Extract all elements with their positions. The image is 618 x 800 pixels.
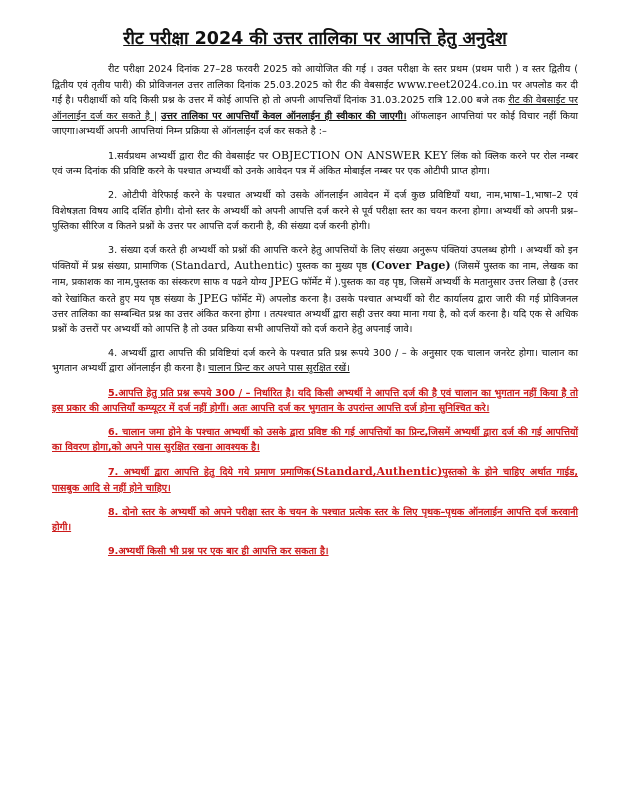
point-1 [52,148,578,179]
point-7-standard: (Standard,Authentic) [311,465,443,479]
point-7-text-a: 7. अभ्यर्थी द्वारा आपत्ति हेतु दिये गये प्रमाण प्रमाणिक [108,467,312,479]
intro-text-3: ऑफलाइन आपत्तियां पर कोई विचार नहीं किया जाएगा।अभ्यर्थी अपनी आपत्तियां निम्न प्रक्रिया से ऑनलाईन दर्ज कर सकते है :– [52,110,578,137]
point-3-text-c: पुस्तक का मुख्य पृष्ठ [292,261,371,273]
point-1-text-a: 1.सर्वप्रथम अभ्यर्थी द्वारा रीट की वेबसाईट पर [108,151,272,163]
point-3-jpeg-1: JPEG [269,275,299,289]
point-3 [52,243,578,337]
page-title: रीट परीक्षा 2024 की उत्तर तालिका पर आपत्ति हेतु अनुदेश [123,29,507,49]
point-3-text-g: फॉर्मेट में ).पुस्तक का वह पृष्ठ, जिसमें अभ्यर्थी के मतानुसार उत्तर लिखा है (उत्तर को रेखांकित करते हुए मय पृष्ठ संख्या के [52,277,578,305]
point-8: 8. दोनो स्तर के अभ्यर्थी को अपने परीक्षा स्तर के चयन के पश्चात प्रत्येक स्तर के लिए पृथक–पृथक ऑनलाईन आपत्ति दर्ज करवानी होगी। [52,506,578,534]
intro-emphasis: उत्तर तालिका पर आपत्तियाँ केवल ऑनलाईन ही स्वीकार की जाएगी। [161,110,407,122]
point-4-underlined: चालान प्रिन्ट कर अपने पास सुरक्षित रखें। [208,363,350,375]
point-3-text-e: (जिसमें पुस्तक का नाम, लेखक का नाम, प्रकाशक का नाम,पुस्तक का संस्करण साफ व पढने योग्य [52,261,578,289]
point-3-text-a: 3. संख्या दर्ज करते ही अभ्यर्थी को प्रश्नों की आपत्ति करने हेतु आपत्तियों के लिए संख्या अनुरूप पंक्तियां उपलब्ध होगी । अभ्यर्थी को इन पंक्तियों में प्रश्न संख्या, प्रामाणिक [52,245,578,273]
point-3-text-i: फॉर्मेट में) अपलोड करना है। उसके पश्चात अभ्यर्थी को रीट कार्यालय द्वारा जारी की गई प्रोविजनल उत्तर तालिका का सम्बन्धित प्रश्न का उत्तर अंकित करना होगा । तत्पश्चात अभ्यर्थी द्वारा सही उत्तर क्या माना गया है, को दर्ज करना है। यदि एक से अधिक प्रश्नों के उत्तरों पर अभ्यर्थी को आपत्ति है तो उक्त प्रकिया सभी आपत्तियों को दर्ज कराने हेतु अपनाई जावे। [52,293,578,336]
intro-text-2: पर अपलोड कर दी गई है। परीक्षार्थी को यदि किसी प्रश्न के उत्तर में कोई आपत्ति हो तो अपनी आपत्तियाँ दिनांक 31.03.2025 रात्रि 12.00 बजे तक [52,80,578,107]
point-6: 6. चालान जमा होने के पश्चात अभ्यर्थी को उसके द्वारा प्रविष्ट की गई आपत्तियों का प्रिन्ट,जिसमें अभ्यर्थी द्वारा दर्ज की गई आपत्तियों का विवरण होगा,को अपने पास सुरक्षित रखना आवश्यक है। [52,427,578,454]
objection-link-label: OBJECTION ON ANSWER KEY [271,149,448,163]
point-5: 5.आपत्ति हेतु प्रति प्रश्न रूपये 300 / – निर्धारित है। यदि किसी अभ्यर्थी ने आपत्ति दर्ज की है एवं चालान का भुगतान नहीं किया है तो इस प्रकार की आपत्तियाँ कम्प्यूटर में दर्ज नहीं होगीं। अतः आपत्ति दर्ज कर भुगतान के उपरांन्त आपत्ति दर्ज होना सुनिश्चित करे। [52,387,578,414]
point-2: 2. ओटीपी वेरिफाई करने के पश्चात अभ्यर्थी को उसके ऑनलाईन आवेदन में दर्ज कुछ प्रविष्टियाँ यथा, नाम,भाषा–1,भाषा–2 एवं विशेषज्ञता विषय आदि दर्शित होगी। दोनो स्तर के अभ्यर्थी को अपनी आपत्ति दर्ज करने से पूर्व परीक्षा स्तर का चयन करना होगा। अभ्यर्थी को अपनी प्रश्न–पुस्तिका सीरिज व कितने प्रश्नों के उत्तर पर आपत्ति दर्ज करानी है, की संख्या दर्ज करनी होगी। [52,190,578,232]
intro-text-1: रीट परीक्षा 2024 दिनांक 27–28 फरवरी 2025 को आयोजित की गई । उक्त परीक्षा के स्तर प्रथम (प्रथम पारी ) व स्तर द्वितीय ( द्वितीय एवं तृतीय पारी) की प्रोविजनल उत्तर तालिका दिनांक 25.03.2025 को रीट की वेबसाईट [52,64,578,92]
intro-underlined: रीट की वेबसाईट पर ऑनलाईन दर्ज कर सकते है | [52,95,578,122]
intro-paragraph [52,62,578,139]
point-3-standard: (Standard, Authentic) [170,259,293,273]
point-9: 9.अभ्यर्थी किसी भी प्रश्न पर एक बार ही आपत्ति कर सकता है। [108,546,329,558]
website-link[interactable]: www.reet2024.co.in [397,78,509,92]
point-4 [52,346,578,376]
point-4-text-a: 4. अभ्यर्थी द्वारा आपत्ति की प्रविष्टियां दर्ज करने के पश्चात प्रति प्रश्न रूपये 300 / – के अनुसार एक चालान जनरेट होगा। चालान का भुगतान अभ्यर्थी द्वारा ऑनलाईन ही करना है। [52,348,578,375]
point-7-text-c: पुस्तको के होने चाहिए अर्थात गाईड, पासबुक आदि से नहीं होने चाहिए। [52,467,578,494]
point-7 [52,464,578,495]
point-3-jpeg-2: JPEG [199,291,228,305]
point-1-text-c: लिंक को क्लिक करने पर रोल नम्बर एवं जन्म दिनांक की प्रविष्टि करने के पश्चात अभ्यर्थी को उनके आवेदन पत्र में अंकित मोबाईल नम्बर पर एक ओटीपी प्राप्त होगा। [52,151,578,178]
point-3-cover-page: (Cover Page) [370,259,451,273]
